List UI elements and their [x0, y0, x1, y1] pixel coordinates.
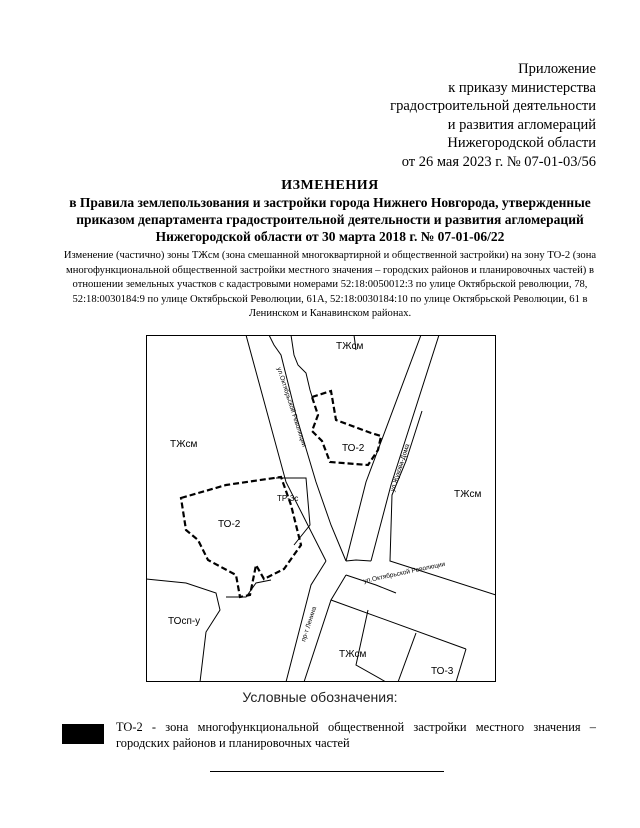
heading-line: приказом департамента градостроительной деятельности и развития агломераций [76, 212, 584, 227]
zone-label-tzhsm: ТЖсм [454, 489, 482, 500]
zone-label-to2: ТО-2 [218, 519, 241, 530]
zone-label-to2: ТО-2 [342, 443, 365, 454]
heading-line: Нижегородской области от 30 марта 2018 г. № 07-01-06/22 [155, 229, 505, 244]
legend-swatch-to2 [62, 724, 104, 744]
appendix-line: и развития агломераций [447, 116, 596, 133]
street-label: ул.Жукова-Дома [389, 443, 412, 493]
appendix-block [296, 60, 596, 172]
street-label: ул.Октябрьской Революции [275, 366, 308, 448]
appendix-line: от 26 мая 2023 г. № 07-01-03/56 [401, 153, 596, 170]
block-edge [356, 610, 386, 682]
zone-label-to3: ТО-3 [431, 666, 454, 677]
street-label: ул.Октябрьской Революции [362, 560, 446, 585]
zone-label-tosp: ТОсп-у [168, 616, 201, 627]
document-title: ИЗМЕНЕНИЯ [281, 178, 379, 193]
street-label: пр-т Ленина [300, 605, 319, 643]
zone-label-tr3s: ТР-3с [277, 494, 299, 503]
block-edge [146, 579, 220, 682]
block-edge [291, 335, 314, 403]
street-edge [346, 560, 371, 561]
change-description: Изменение (частично) зоны ТЖсм (зона смешанной многоквартирной и общественной застройки) на зону ТО-2 (зона многофункциональной общественной застройки местного значения – городских районов и планировочных частей) в отношении земельных участков с кадастровыми номерами 52:18:0050012:3 по улице Октябрьской революции, 78, 52:18:0030184:9 по улице Октябрьской Революции, 61А, 52:18:0030184:10 по улице Октябрьской Революции, 61 в Ленинском и Канавинском районах. [63, 250, 597, 320]
legend-item-to2: ТО-2 - зона многофункциональной общественной застройки местного значения – городских районов и планировочных частей [116, 720, 596, 750]
heading-line: в Правила землепользования и застройки города Нижнего Новгорода, утвержденные [69, 195, 591, 210]
map-boundaries [146, 335, 496, 682]
document-heading [40, 177, 620, 245]
appendix-line: к приказу министерства [448, 79, 596, 96]
appendix-line: Нижегородской области [447, 135, 596, 152]
block-edge [398, 633, 416, 682]
appendix-line: Приложение [518, 61, 596, 77]
appendix-line: градостроительной деятельности [390, 98, 596, 115]
legend-title: Условные обозначения: [242, 689, 398, 705]
block-edge [331, 600, 466, 649]
zoning-map [146, 335, 496, 682]
street-edge [246, 335, 326, 561]
zone-label-tzhsm: ТЖсм [170, 439, 198, 450]
zone-label-tzhsm: ТЖсм [339, 649, 367, 660]
zoning-map-drawing [146, 335, 496, 682]
block-edge [456, 649, 466, 682]
zone-label-tzhsm: ТЖсм [336, 341, 364, 352]
footer-divider [210, 771, 444, 772]
